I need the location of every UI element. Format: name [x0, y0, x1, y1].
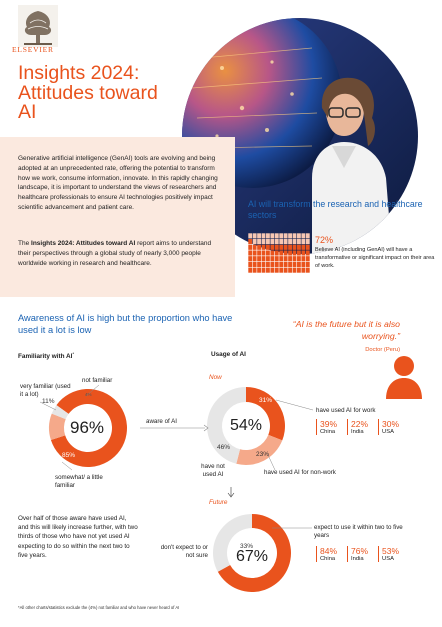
future-stat-china [316, 546, 337, 562]
future-stat-india [347, 546, 368, 562]
label-aware-of-ai: aware of AI [146, 418, 177, 425]
transform-percent: 72% [315, 235, 334, 245]
work-stat-india-bar [347, 419, 348, 435]
work-stat-usa-name: USA [382, 429, 394, 435]
future-stat-india-bar [347, 546, 348, 562]
label-somewhat-familiar: somewhat/ a little familiar [55, 474, 103, 489]
value-somewhat: 85% [62, 452, 76, 459]
footnote: *All other charts/statistics exclude the (4%) not familiar and who have never heard of AI [18, 605, 180, 610]
work-stat-china-pct: 39% [320, 419, 338, 429]
pull-quote: “AI is the future but it is also worrying.” [292, 319, 400, 341]
work-stat-china-bar [316, 419, 317, 435]
label-very-familiar: very familiar (used it a lot) [20, 383, 71, 398]
future-stat-india-pct: 76% [351, 546, 369, 556]
future-country-stats [316, 546, 399, 562]
label-not-sure: don't expect to or not sure [160, 544, 208, 559]
usage-future-center-value: 67% [235, 548, 269, 565]
slice-used-for-nonwork [236, 435, 282, 465]
leader-nonwork [268, 455, 275, 470]
work-country-stats [316, 419, 399, 435]
label-used-for-nonwork: have used AI for non-work [264, 469, 336, 476]
work-stat-usa-pct: 30% [382, 419, 400, 429]
value-not-sure: 33% [240, 543, 254, 550]
summary-paragraph: Over half of those aware have used AI, and this will likely increase further, with two thirds of those who have not yet used AI expecting to do so within the next two to five years. [18, 515, 138, 559]
work-stat-india [347, 419, 368, 435]
future-label: Future [209, 499, 228, 506]
value-not-familiar: 4% [85, 392, 92, 397]
future-stat-china-name: China [320, 556, 336, 562]
work-stat-india-pct: 22% [351, 419, 369, 429]
transform-description: Believe AI (including GenAI) will have a transformative or significant impact on their area of work. [315, 247, 435, 269]
usage-now-center-value: 54% [229, 417, 263, 434]
awareness-heading: Awareness of AI is high but the proportion who have used it a lot is low [18, 313, 233, 335]
future-stat-usa-bar [378, 546, 379, 562]
quote-attribution: Doctor (Peru) [365, 347, 400, 353]
intro-paragraph: Generative artificial intelligence (GenAI) tools are evolving and being adopted at an unprecedented rate, offering the potential to transform how we work, consume information, innovate. In this rapidly changing landscape, it is important to understand the views of researchers and healthcare professionals to ensure AI technologies positively impact scientific advancement and patient care. [18, 155, 218, 211]
transform-heading: AI will transform the research and healthcare sectors [248, 199, 423, 220]
label-expect-to-use: expect to use it within two to five years [314, 524, 403, 539]
report-prefix: The [18, 240, 32, 247]
value-not-used: 46% [217, 444, 231, 451]
future-stat-china-pct: 84% [320, 546, 338, 556]
label-not-used: have not used AI [201, 463, 225, 478]
leader-work [276, 400, 313, 410]
label-used-for-work: have used AI for work [316, 407, 376, 414]
future-stat-usa [378, 546, 399, 562]
familiarity-heading-text: Familiarity with AI [18, 353, 73, 361]
elsevier-wordmark: ELSEVIER [12, 45, 54, 54]
work-stat-china-name: China [320, 429, 336, 435]
value-work: 31% [259, 397, 273, 404]
report-title-bold: Insights 2024: Attitudes toward AI [31, 240, 136, 247]
future-stat-india-name: India [351, 556, 364, 562]
work-stat-china [316, 419, 337, 435]
work-stat-usa-bar [378, 419, 379, 435]
usage-heading: Usage of AI [211, 351, 246, 358]
familiarity-heading-mark: * [72, 351, 75, 356]
report-suffix: report aims to understand their perspectives through a global study of nearly 3,000 people worldwide working in research and healthcare. [18, 240, 212, 267]
now-label: Now [209, 374, 222, 381]
value-very-familiar: 11% [42, 398, 55, 405]
future-stat-china-bar [316, 546, 317, 562]
familiarity-center-value: 96% [69, 418, 105, 437]
leader-somewhat [62, 462, 72, 470]
future-stat-usa-pct: 53% [382, 546, 400, 556]
future-stat-usa-name: USA [382, 556, 394, 562]
label-not-familiar: not familiar [82, 377, 113, 384]
page-title: Insights 2024: Attitudes toward AI [18, 62, 158, 123]
work-stat-usa [378, 419, 399, 435]
work-stat-india-name: India [351, 429, 364, 435]
value-nonwork: 23% [256, 451, 270, 458]
